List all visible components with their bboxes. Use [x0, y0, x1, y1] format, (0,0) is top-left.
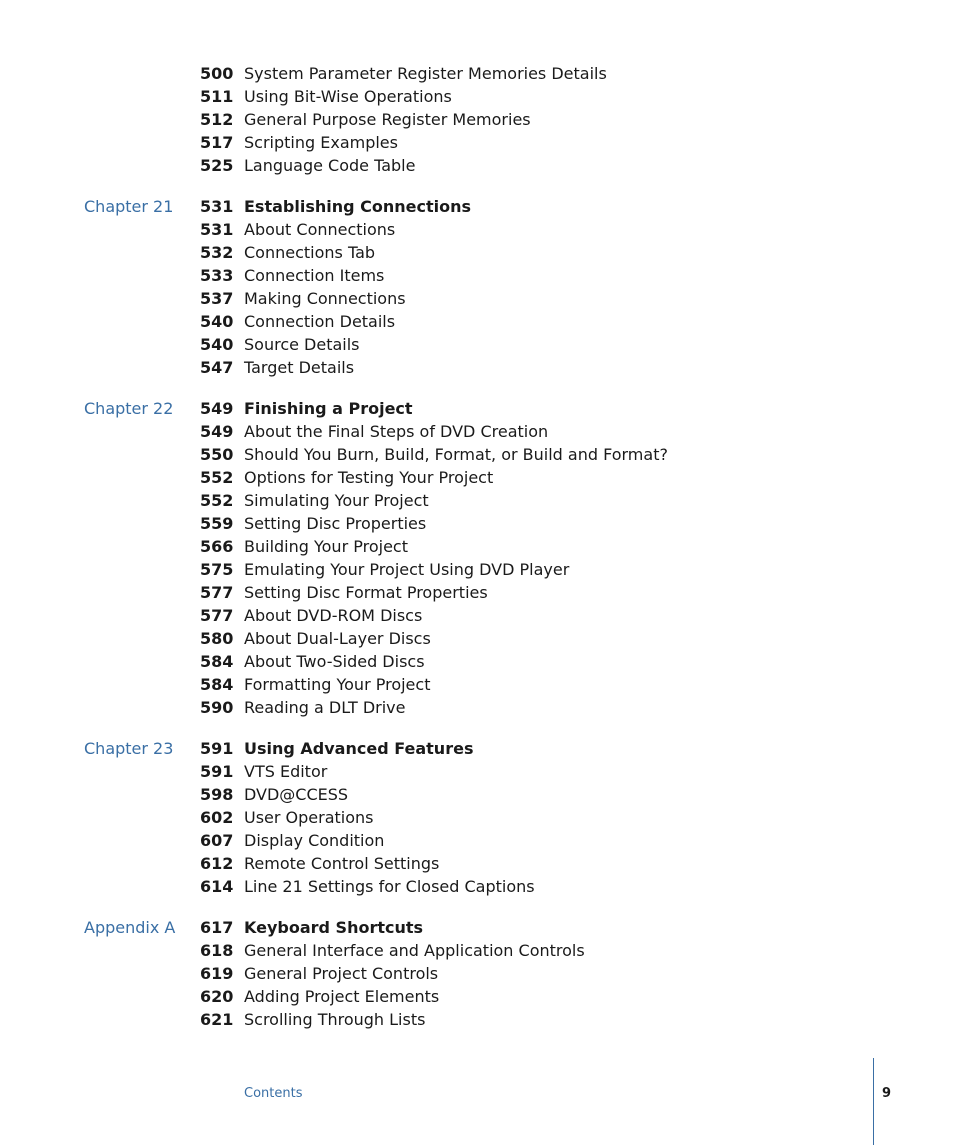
toc-entry[interactable] — [0, 287, 954, 310]
toc-entry-title: Source Details — [244, 335, 360, 354]
toc-entry-title: Scripting Examples — [244, 133, 398, 152]
toc-entry-title: About DVD-ROM Discs — [244, 606, 423, 625]
toc-entry[interactable] — [0, 356, 954, 379]
toc-entry-title: About Dual-Layer Discs — [244, 629, 431, 648]
toc-entry-title: Connections Tab — [244, 243, 376, 262]
toc-entry-title: DVD@CCESS — [244, 785, 349, 804]
toc-page-number: 532 — [200, 243, 234, 262]
toc-entry[interactable] — [0, 420, 954, 443]
toc-entry-title: Line 21 Settings for Closed Captions — [244, 877, 535, 896]
toc-page-number: 550 — [200, 445, 234, 464]
toc-page-number: 612 — [200, 854, 234, 873]
toc-entry[interactable] — [0, 558, 954, 581]
toc-entry[interactable] — [0, 783, 954, 806]
toc-page-number: 559 — [200, 514, 234, 533]
toc-chapter-label: Chapter 23 — [84, 739, 174, 758]
toc-page-number: 621 — [200, 1010, 234, 1029]
toc-entry[interactable] — [0, 310, 954, 333]
footer-divider — [873, 1058, 874, 1145]
toc-page-number: 549 — [200, 399, 234, 418]
toc-entry-title: About Connections — [244, 220, 396, 239]
toc-entry[interactable] — [0, 985, 954, 1008]
toc-entry-title: Remote Control Settings — [244, 854, 440, 873]
toc-page-number: 614 — [200, 877, 234, 896]
toc-page-number: 531 — [200, 220, 234, 239]
toc-page-number: 584 — [200, 652, 234, 671]
toc-entry-title: Establishing Connections — [244, 197, 472, 216]
toc-page-number: 537 — [200, 289, 234, 308]
toc-entry-title: System Parameter Register Memories Details — [244, 64, 607, 83]
toc-entry-title: General Interface and Application Controls — [244, 941, 585, 960]
toc-page-number: 511 — [200, 87, 234, 106]
toc-entry[interactable] — [0, 939, 954, 962]
toc-page-number: 602 — [200, 808, 234, 827]
toc-entry[interactable] — [0, 466, 954, 489]
toc-page-number: 591 — [200, 762, 234, 781]
toc-page-number: 540 — [200, 335, 234, 354]
toc-entry-title: Simulating Your Project — [244, 491, 429, 510]
toc-entry-title: General Project Controls — [244, 964, 439, 983]
toc-chapter-label: Chapter 21 — [84, 197, 174, 216]
toc-entry[interactable] — [0, 829, 954, 852]
toc-entry-title: Language Code Table — [244, 156, 416, 175]
toc-entry[interactable] — [0, 131, 954, 154]
toc-entry-title: Emulating Your Project Using DVD Player — [244, 560, 570, 579]
toc-entry[interactable] — [0, 581, 954, 604]
toc-chapter-label: Appendix A — [84, 918, 176, 937]
toc-entry-title: Options for Testing Your Project — [244, 468, 494, 487]
toc-entry[interactable] — [0, 62, 954, 85]
toc-entry[interactable] — [0, 108, 954, 131]
toc-chapter-heading[interactable] — [0, 737, 954, 760]
toc-entry[interactable] — [0, 512, 954, 535]
toc-page-number: 525 — [200, 156, 234, 175]
toc-entry[interactable] — [0, 333, 954, 356]
toc-page-number: 577 — [200, 583, 234, 602]
toc-page-number: 552 — [200, 491, 234, 510]
toc-chapter-label: Chapter 22 — [84, 399, 174, 418]
toc-page-number: 591 — [200, 739, 234, 758]
toc-entry[interactable] — [0, 85, 954, 108]
toc-page-number: 618 — [200, 941, 234, 960]
toc-entry-title: Formatting Your Project — [244, 675, 431, 694]
toc-page-number: 619 — [200, 964, 234, 983]
toc-page-number: 607 — [200, 831, 234, 850]
toc-page-number: 517 — [200, 133, 234, 152]
toc-entry-title: Using Advanced Features — [244, 739, 474, 758]
toc-page-number: 512 — [200, 110, 234, 129]
toc-entry[interactable] — [0, 875, 954, 898]
toc-page-number: 584 — [200, 675, 234, 694]
toc-entry[interactable] — [0, 241, 954, 264]
toc-page-number: 547 — [200, 358, 234, 377]
toc-entry[interactable] — [0, 443, 954, 466]
toc-page-number: 549 — [200, 422, 234, 441]
toc-entry-title: Connection Items — [244, 266, 385, 285]
toc-page-number: 575 — [200, 560, 234, 579]
toc-page-number: 533 — [200, 266, 234, 285]
toc-page-number: 617 — [200, 918, 234, 937]
toc-page-number: 566 — [200, 537, 234, 556]
toc-entry-title: About the Final Steps of DVD Creation — [244, 422, 549, 441]
toc-page-number: 552 — [200, 468, 234, 487]
toc-chapter-heading[interactable] — [0, 916, 954, 939]
toc-page-number: 620 — [200, 987, 234, 1006]
footer-section-label: Contents — [244, 1086, 303, 1101]
toc-entry-title: Scrolling Through Lists — [244, 1010, 426, 1029]
toc-entry-title: Target Details — [244, 358, 355, 377]
toc-entry[interactable] — [0, 218, 954, 241]
toc-entry[interactable] — [0, 264, 954, 287]
toc-entry-title: Using Bit-Wise Operations — [244, 87, 452, 106]
toc-entry-title: Finishing a Project — [244, 399, 413, 418]
toc-entry-title: Reading a DLT Drive — [244, 698, 406, 717]
toc-chapter-heading[interactable] — [0, 195, 954, 218]
toc-page-number: 531 — [200, 197, 234, 216]
toc-page-number: 500 — [200, 64, 234, 83]
toc-entry-title: Display Condition — [244, 831, 385, 850]
toc-entry[interactable] — [0, 489, 954, 512]
footer-page-number: 9 — [882, 1086, 892, 1101]
toc-entry[interactable] — [0, 1008, 954, 1031]
toc-entry-title: Should You Burn, Build, Format, or Build and Format? — [244, 445, 668, 464]
toc-entry[interactable] — [0, 535, 954, 558]
toc-entry-title: About Two-Sided Discs — [244, 652, 425, 671]
toc-entry-title: Making Connections — [244, 289, 406, 308]
toc-entry[interactable] — [0, 806, 954, 829]
toc-entry-title: General Purpose Register Memories — [244, 110, 531, 129]
toc-entry-title: Adding Project Elements — [244, 987, 440, 1006]
toc-entry-title: Setting Disc Properties — [244, 514, 427, 533]
toc-page-number: 590 — [200, 698, 234, 717]
toc-entry[interactable] — [0, 650, 954, 673]
toc-entry[interactable] — [0, 852, 954, 875]
toc-page-number: 540 — [200, 312, 234, 331]
toc-entry[interactable] — [0, 154, 954, 177]
toc-entry[interactable] — [0, 627, 954, 650]
toc-entry[interactable] — [0, 673, 954, 696]
toc-entry[interactable] — [0, 760, 954, 783]
toc-page-number: 577 — [200, 606, 234, 625]
toc-page-number: 580 — [200, 629, 234, 648]
toc-entry[interactable] — [0, 696, 954, 719]
toc-entry-title: Setting Disc Format Properties — [244, 583, 488, 602]
toc-entry[interactable] — [0, 962, 954, 985]
toc-chapter-heading[interactable] — [0, 397, 954, 420]
toc-entry-title: VTS Editor — [244, 762, 328, 781]
toc-entry-title: User Operations — [244, 808, 374, 827]
toc-entry-title: Keyboard Shortcuts — [244, 918, 424, 937]
toc-entry-title: Building Your Project — [244, 537, 408, 556]
toc-entry-title: Connection Details — [244, 312, 396, 331]
toc-page-number: 598 — [200, 785, 234, 804]
toc-entry[interactable] — [0, 604, 954, 627]
